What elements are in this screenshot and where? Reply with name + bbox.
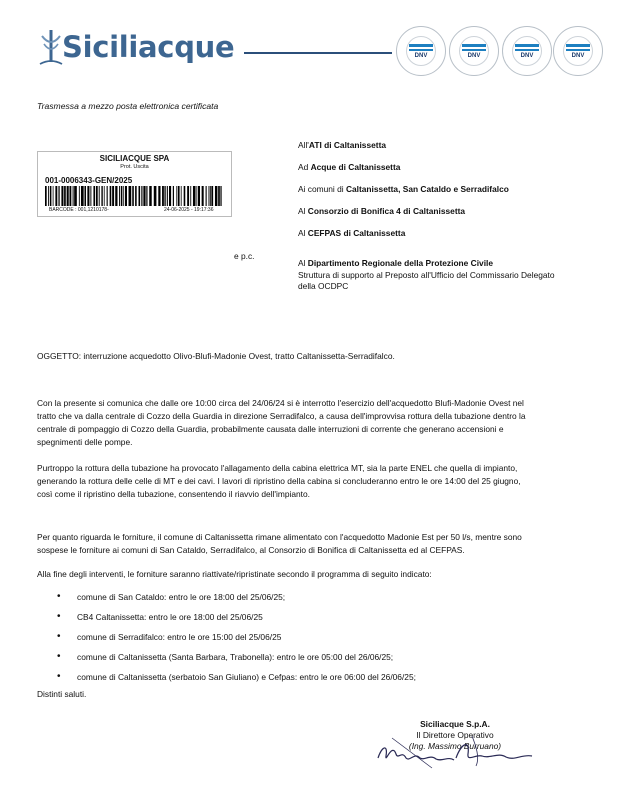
recipient [298,183,509,196]
recipient-prefix: Ai comuni di [298,184,346,194]
list-item: • comune di Caltanissetta (Santa Barbara, Trabonella): entro le ore 05:00 del 26/06/25; [37,652,416,672]
recipient-prefix: Ad [298,162,311,172]
paragraph-line: così come il ripristino della tubazione, consentendo il riavvio dell'impianto. [37,489,310,499]
header [0,0,632,90]
paragraph [37,462,607,501]
protocol-subtitle: Prot. Uscita [120,164,149,170]
cc-recipient [298,257,555,292]
list-item: • comune di Caltanissetta (serbatoio San Giuliano) e Cefpas: entro le ore 06:00 del 26/06/25; [37,672,416,692]
handwritten-signature-icon [372,728,540,772]
header-rule [244,52,392,54]
recipient-name: Acque di Caltanissetta [310,162,401,172]
certification-badge [502,26,552,76]
barcode-icon [45,186,223,206]
protocol-stamp [37,151,232,217]
cc-line: Struttura di supporto al Preposto all'Ufficio del Commissario Delegato [298,270,555,280]
list-item: • comune di San Cataldo: entro le ore 18:00 del 25/06/25; [37,592,416,612]
paragraph-line: sospese le forniture ai comuni di San Cataldo, Serradifalco, al Consorzio di Bonifica di Caltanissetta ed al CEFPAS. [37,545,465,555]
paragraph [37,568,607,581]
paragraph [37,531,607,557]
recipient [298,205,465,218]
certification-label: DNV [520,53,534,59]
recipient [298,139,386,152]
protocol-barcode-label: BARCODE : 001,1210178- [49,207,109,213]
paragraph-line: Per quanto riguarda le forniture, il comune di Caltanissetta rimane alimentato con l'acquedotto Madonie Est per 50 l/s, mentre sono [37,532,522,542]
recipient-name: CEFPAS di Caltanissetta [307,228,406,238]
cc-label: e p.c. [234,251,255,261]
company-logo: Siciliacque [62,30,235,64]
paragraph [37,397,607,449]
certification-label: DNV [467,53,481,59]
signature-company: Siciliacque S.p.A. [420,719,490,729]
signature-role: Il Direttore Operativo [416,730,494,740]
cc-line: della OCDPC [298,281,349,291]
signature-name: (Ing. Massimo Burruano) [408,741,502,751]
certification-label: DNV [571,53,585,59]
logo-mark-icon [38,28,64,68]
protocol-number: 001-0006343-GEN/2025 [45,176,133,185]
recipient-prefix: Al [298,228,308,238]
recipient-name: Caltanissetta, San Cataldo e Serradifalco [345,184,509,194]
certification-badge [449,26,499,76]
cc-name: Dipartimento Regionale della Protezione Civile [307,258,494,268]
paragraph-line: spegnimenti delle pompe. [37,437,133,447]
transmission-note: Trasmessa a mezzo posta elettronica certificata [37,101,219,111]
certification-label: DNV [414,53,428,59]
protocol-company: SICILIACQUE SPA [99,154,170,163]
recipient-name: Consorzio di Bonifica 4 di Caltanissetta [307,206,466,216]
recipient-name: ATI di Caltanissetta [308,140,387,150]
certification-badge [396,26,446,76]
list-item: • CB4 Caltanissetta: entro le ore 18:00 del 25/06/25 [37,612,416,632]
cc-prefix: Al [298,258,308,268]
list-item: • comune di Serradifalco: entro le ore 15:00 del 25/06/25 [37,632,416,652]
paragraph-line: Purtroppo la rottura della tubazione ha provocato l'allagamento della cabina elettrica MT, sia la parte ENEL che quella di impianto, [37,463,518,473]
certification-badge [553,26,603,76]
subject: OGGETTO: interruzione acquedotto Olivo-Blufi-Madonie Ovest, tratto Caltanissetta-Serradifalco. [37,351,395,361]
recipient-prefix: Al [298,206,308,216]
paragraph-line: Alla fine degli interventi, le forniture saranno riattivate/ripristinate secondo il programma di seguito indicato: [37,569,432,579]
paragraph-line: Con la presente si comunica che dalle ore 10:00 circa del 24/06/24 si è interrotto l'esercizio dell'acquedotto Blufi-Madonie Ovest nel [37,398,524,408]
recipient [298,161,400,174]
recipient-prefix: All' [298,140,309,150]
paragraph-line: tratto che va dalla centrale di Cozzo della Guardia in direzione Serradifalco, a causa dell'improvvisa rottura della tubazione dentro la [37,411,526,421]
schedule-list [37,592,416,692]
closing: Distinti saluti. [37,689,87,699]
paragraph-line: centrale di pompaggio di Cozzo della Guardia, probabilmente causata dalle interruzioni di corrente che generano accensioni e [37,424,504,434]
paragraph-line: generando la rottura delle celle di MT e dei cavi. I lavori di ripristino della cabina si concluderanno entro le ore 14:00 del 25 giugno, [37,476,521,486]
recipient [298,227,405,240]
protocol-datetime: 24-06-2025 - 19:17:36 [164,207,214,213]
